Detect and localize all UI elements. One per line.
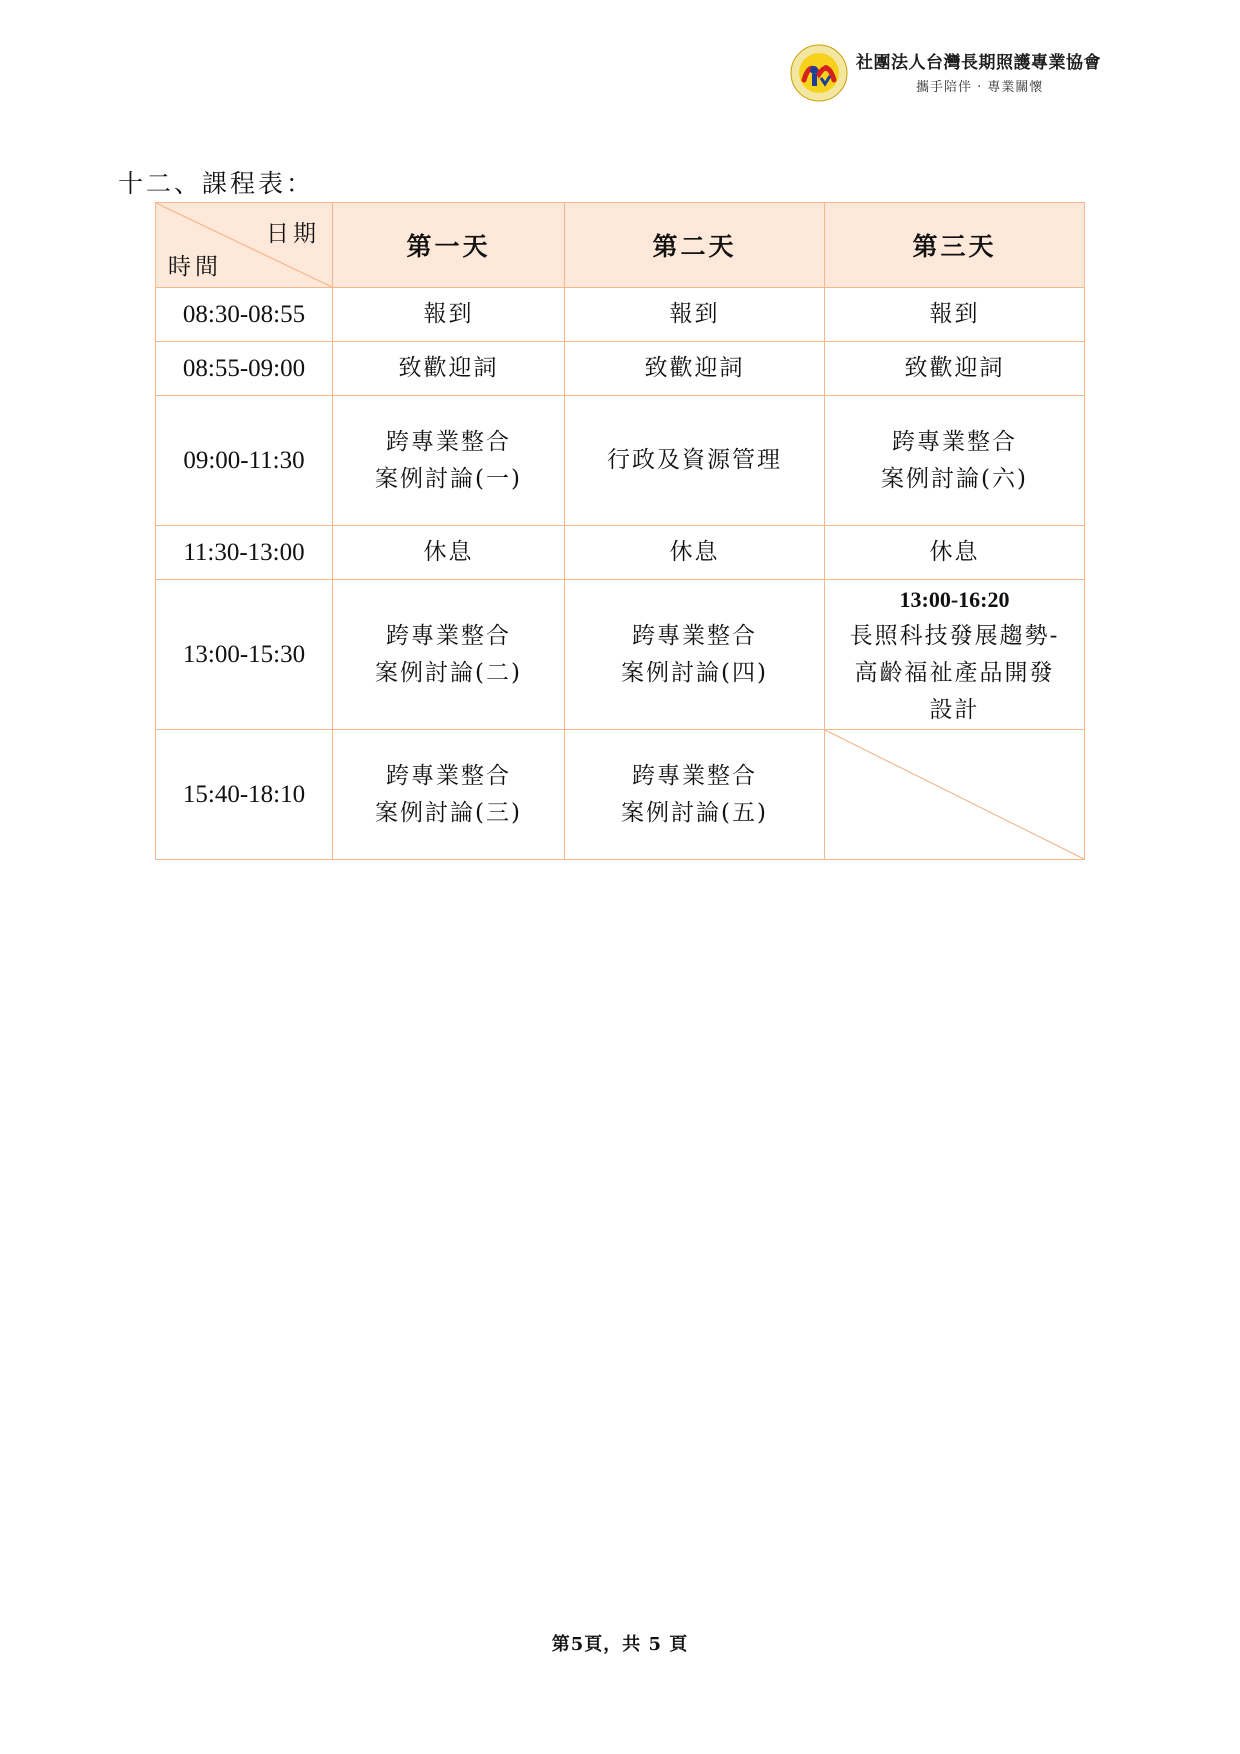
- time-slot-cell: 13:00-15:30: [156, 580, 333, 730]
- time-slot-cell: 08:55-09:00: [156, 342, 333, 396]
- session-cell: [565, 730, 825, 860]
- session-cell: 報到: [565, 288, 825, 342]
- session-cell: 致歡迎詞: [825, 342, 1085, 396]
- session-cell: [565, 580, 825, 730]
- empty-session-cell: [825, 730, 1085, 860]
- session-cell: [825, 580, 1085, 730]
- session-line: 跨專業整合: [632, 762, 757, 789]
- page-header: [790, 40, 1170, 100]
- section-title: 十二、課程表：: [118, 169, 315, 198]
- time-slot-cell: 08:30-08:55: [156, 288, 333, 342]
- session-line: 案例討論(一): [375, 465, 522, 492]
- session-line: 案例討論(三): [375, 799, 522, 826]
- organization-name: 社團法人台灣長期照護專業協會: [856, 53, 1101, 73]
- table-header-row: [156, 203, 1085, 288]
- session-cell: 休息: [825, 526, 1085, 580]
- session-cell: 休息: [565, 526, 825, 580]
- session-line: 跨專業整合: [386, 428, 511, 455]
- session-line: 案例討論(六): [881, 465, 1028, 492]
- session-cell: [333, 730, 565, 860]
- time-slot-cell: 11:30-13:00: [156, 526, 333, 580]
- session-line: 跨專業整合: [892, 428, 1017, 455]
- session-line: 跨專業整合: [632, 622, 757, 649]
- page-number-footer: 第5頁，共 5 頁: [551, 1634, 689, 1655]
- session-cell: 致歡迎詞: [565, 342, 825, 396]
- day-header: 第三天: [825, 203, 1085, 288]
- session-cell: 行政及資源管理: [565, 396, 825, 526]
- session-cell: [333, 580, 565, 730]
- session-line: 設計: [929, 696, 980, 723]
- course-schedule-table: [155, 202, 1085, 860]
- association-logo-icon: [790, 44, 848, 102]
- session-cell: 報到: [333, 288, 565, 342]
- corner-time-label: 時間: [168, 254, 222, 280]
- session-cell: [825, 396, 1085, 526]
- empty-cell-diagonal-line: [825, 730, 1084, 859]
- table-row: [156, 580, 1085, 730]
- session-line: 案例討論(二): [375, 659, 522, 686]
- table-row: [156, 730, 1085, 860]
- table-row: [156, 526, 1085, 580]
- day-header: 第一天: [333, 203, 565, 288]
- session-line: 高齡福祉產品開發: [854, 659, 1055, 686]
- table-row: [156, 342, 1085, 396]
- session-line: 案例討論(四): [621, 659, 768, 686]
- session-time-note: 13:00-16:20: [899, 586, 1010, 612]
- session-line: 跨專業整合: [386, 622, 511, 649]
- session-line: 跨專業整合: [386, 762, 511, 789]
- time-slot-cell: 15:40-18:10: [156, 730, 333, 860]
- session-cell: 報到: [825, 288, 1085, 342]
- table-row: [156, 288, 1085, 342]
- time-slot-cell: 09:00-11:30: [156, 396, 333, 526]
- session-cell: 休息: [333, 526, 565, 580]
- session-line: 長照科技發展趨勢-: [849, 622, 1060, 649]
- day-header: 第二天: [565, 203, 825, 288]
- session-line: 案例討論(五): [621, 799, 768, 826]
- organization-slogan: 攜手陪伴 · 專業關懷: [916, 80, 1044, 95]
- corner-date-label: 日期: [266, 221, 320, 247]
- session-cell: 致歡迎詞: [333, 342, 565, 396]
- session-cell: [333, 396, 565, 526]
- table-row: [156, 396, 1085, 526]
- corner-header-cell: [156, 203, 333, 288]
